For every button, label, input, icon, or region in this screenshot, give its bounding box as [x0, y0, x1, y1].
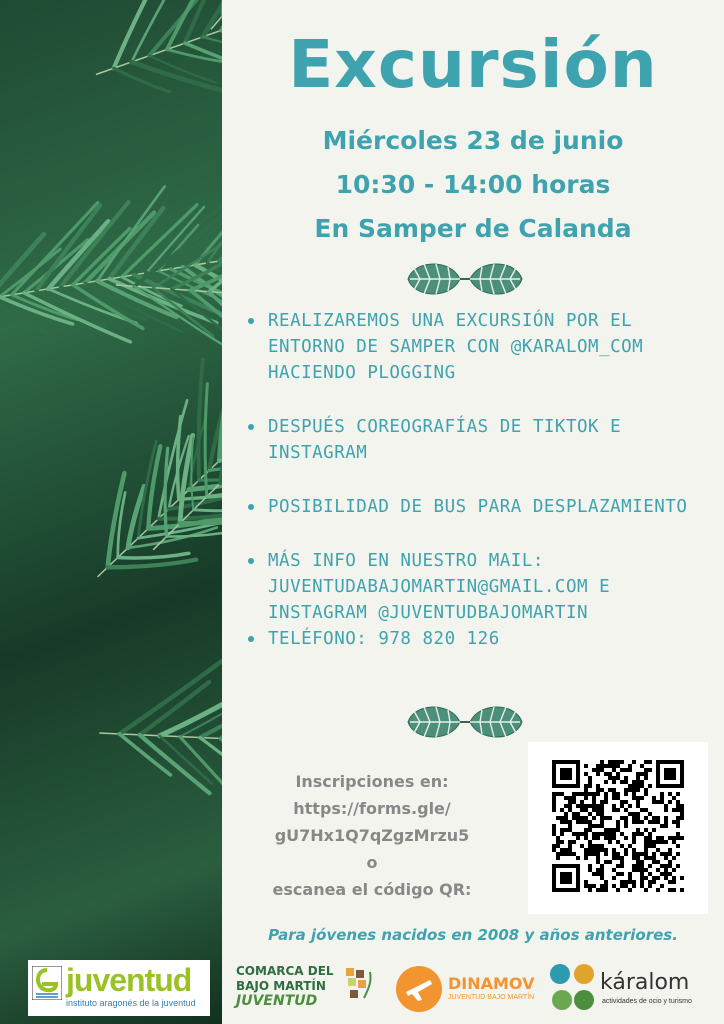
palm-leaves-image: [0, 0, 222, 1024]
signup-link-code[interactable]: gU7Hx1Q7qZgzMrzu5: [274, 826, 470, 845]
comarca-logo-line2: BAJO MARTÍN: [236, 979, 326, 993]
comarca-logo-line3: JUVENTUD: [236, 993, 318, 1009]
signup-or: o: [366, 853, 378, 872]
signup-label: Inscripciones en:: [295, 772, 449, 791]
juventud-mark-icon: [32, 966, 62, 1000]
list-item: TELÉFONO: 978 820 126: [248, 626, 718, 652]
dinamov-logo: [396, 960, 538, 1016]
list-item: REALIZAREMOS UNA EXCURSIÓN POR EL ENTORNO DE SAMPER CON @KARALOM_COM HACIENDO PLOGGING: [248, 308, 718, 386]
comarca-logo: [232, 960, 374, 1016]
sponsor-logos: [0, 950, 724, 1024]
signup-info: [252, 768, 492, 903]
dinamov-logo-word: DINAMOV: [448, 974, 535, 993]
signup-link[interactable]: https://forms.gle/: [293, 799, 451, 818]
info-list: [248, 308, 718, 652]
event-title: Excursión: [288, 26, 658, 103]
karalom-logo-word: káralom: [600, 970, 690, 995]
comarca-logo-line1: COMARCA DEL: [236, 964, 334, 978]
karalom-logo: [548, 960, 712, 1016]
list-item: MÁS INFO EN NUESTRO MAIL: JUVENTUDABAJOMARTIN@GMAIL.COM E INSTAGRAM @JUVENTUDBAJOMARTIN: [248, 548, 718, 626]
juventud-logo: [28, 960, 210, 1016]
leaf-decoration-icon: [400, 697, 530, 747]
event-place: En Samper de Calanda: [314, 214, 632, 243]
audience-note: Para jóvenes nacidos en 2008 y años anteriores.: [268, 926, 678, 944]
signup-scan-label: escanea el código QR:: [272, 880, 472, 899]
list-item: POSIBILIDAD DE BUS PARA DESPLAZAMIENTO: [248, 494, 718, 520]
comarca-mosaic-icon: [344, 966, 374, 1006]
list-item: DESPUÉS COREOGRAFÍAS DE TIKTOK E INSTAGRAM: [248, 414, 718, 466]
event-time: 10:30 - 14:00 horas: [335, 170, 611, 199]
dinamov-logo-sub: JUVENTUD BAJO MARTÍN: [448, 994, 535, 1001]
event-date: Miércoles 23 de junio: [322, 126, 624, 155]
karalom-activities-icon: [548, 960, 598, 1016]
flyer-content: [222, 0, 724, 1024]
qr-code[interactable]: [528, 742, 708, 914]
juventud-logo-sub: instituto aragonés de la juventud: [66, 998, 196, 1008]
juventud-logo-word: juventud: [66, 962, 192, 998]
dinamov-plane-icon: [396, 966, 442, 1012]
qr-code-icon: [552, 760, 684, 892]
karalom-logo-sub: actividades de ocio y turismo: [602, 998, 692, 1005]
leaf-decoration-icon: [400, 254, 530, 304]
